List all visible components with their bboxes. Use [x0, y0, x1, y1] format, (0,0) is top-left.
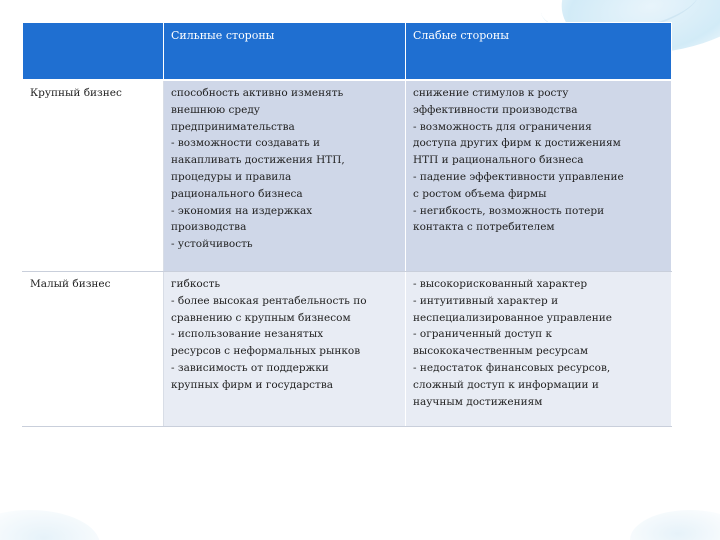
cell-small-strengths	[164, 272, 406, 427]
cell-line: рационального бизнеса	[171, 187, 303, 200]
header-strengths: Сильные стороны	[164, 23, 406, 81]
cell-line: внешнюю среду	[171, 103, 260, 116]
cell-line: - интуитивный характер и	[413, 294, 559, 307]
cell-line: - устойчивость	[171, 238, 253, 251]
cell-line: высококачественным ресурсам	[413, 345, 589, 358]
cell-line: сложный доступ к информации и	[413, 378, 599, 391]
cell-line: - использование незанятых	[171, 328, 324, 341]
cell-line: ресурсов с неформальных рынков	[171, 345, 361, 358]
table-row-small-business	[23, 272, 672, 427]
cell-line: способность активно изменять	[171, 87, 344, 99]
cell-line: - негибкость, возможность потери	[413, 204, 605, 217]
cell-large-strengths	[164, 80, 406, 272]
cell-line: гибкость	[171, 278, 221, 290]
cell-line: - возможности создавать и	[171, 137, 321, 150]
cell-line: научным достижениям	[413, 395, 543, 408]
cell-line: с ростом объема фирмы	[413, 187, 547, 200]
cell-line: - возможность для ограничения	[413, 120, 592, 133]
cell-line: крупных фирм и государства	[171, 378, 334, 391]
cell-line: производства	[171, 221, 247, 234]
cell-large-weaknesses	[406, 80, 672, 272]
cell-line: - падение эффективности управление	[413, 170, 624, 183]
cell-line: снижение стимулов к росту	[413, 87, 569, 99]
cell-line: - недостаток финансовых ресурсов,	[413, 361, 611, 374]
cell-line: - высокорискованный характер	[413, 278, 588, 290]
cell-line: - зависимость от поддержки	[171, 361, 329, 374]
cell-line: накапливать достижения НТП,	[171, 154, 345, 167]
cell-line: эффективности производства	[413, 103, 578, 116]
cell-line: - экономия на издержках	[171, 204, 313, 217]
comparison-table	[22, 22, 672, 427]
cell-line: - ограниченный доступ к	[413, 328, 553, 341]
table-row-large-business	[23, 80, 672, 272]
cell-line: - более высокая рентабельность по	[171, 294, 367, 307]
header-weaknesses: Слабые стороны	[406, 23, 672, 81]
decorative-swoosh-bottom-right	[630, 510, 720, 540]
cell-line: доступа других фирм к достижениям	[413, 137, 621, 150]
decorative-swoosh-bottom-left	[0, 510, 100, 540]
cell-line: предпринимательства	[171, 120, 295, 133]
table-header-row	[23, 23, 672, 81]
cell-line: контакта с потребителем	[413, 221, 555, 234]
header-corner-cell	[23, 23, 164, 81]
cell-line: процедуры и правила	[171, 170, 292, 183]
row-label-large-business: Крупный бизнес	[23, 80, 164, 272]
cell-small-weaknesses	[406, 272, 672, 427]
cell-line: неспециализированное управление	[413, 311, 612, 324]
cell-line: сравнению с крупным бизнесом	[171, 311, 351, 324]
row-label-small-business: Малый бизнес	[23, 272, 164, 427]
cell-line: НТП и рационального бизнеса	[413, 154, 584, 167]
